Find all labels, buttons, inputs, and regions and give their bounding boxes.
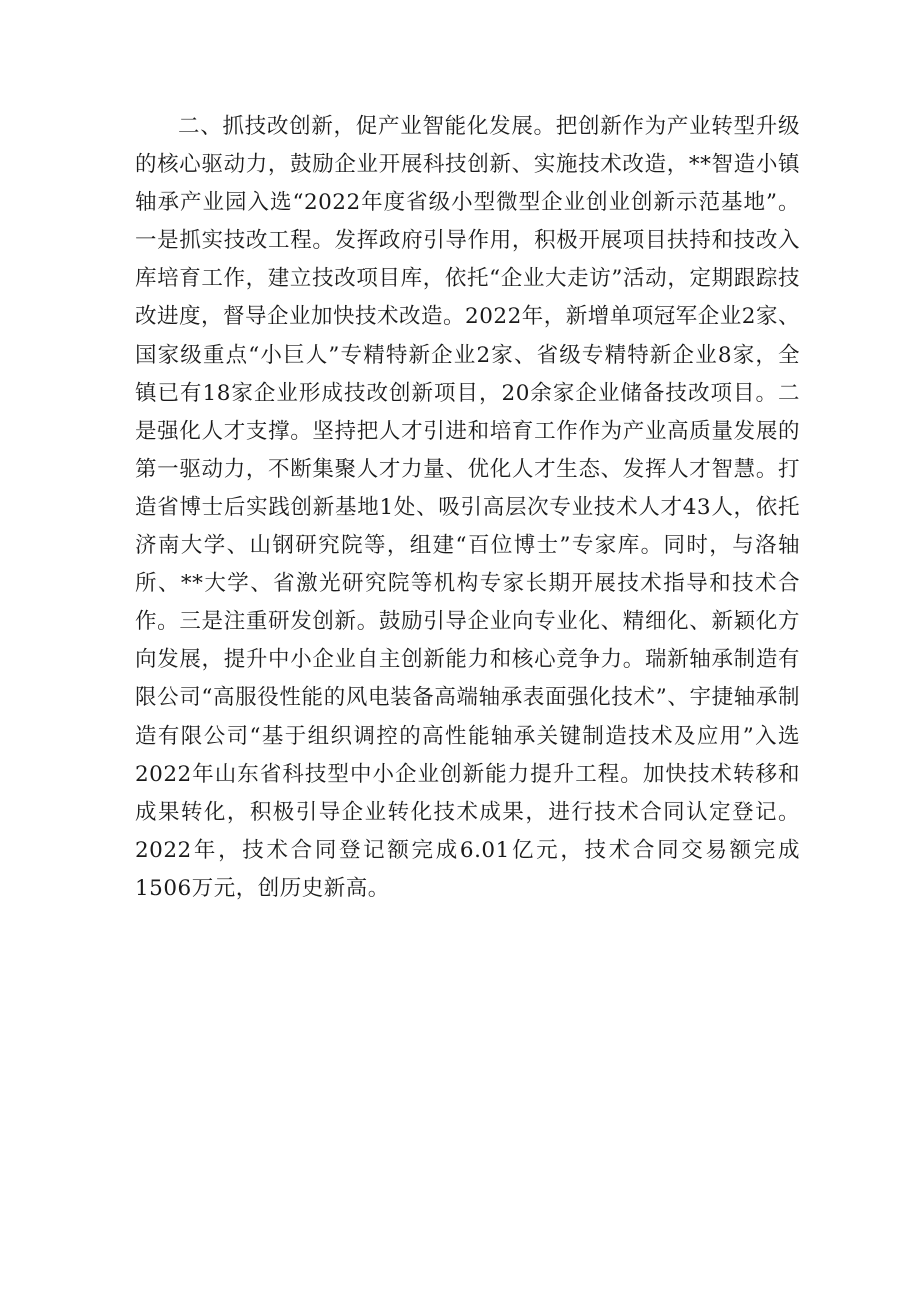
body-paragraph: 二、抓技改创新，促产业智能化发展。把创新作为产业转型升级的核心驱动力，鼓励企业开展科技创新、实施技术改造，**智造小镇轴承产业园入选“2022年度省级小型微型企业创业创新示范基地”。一是抓实技改工程。发挥政府引导作用，积极开展项目扶持和技改入库培育工作，建立技改项目库，依托“企业大走访”活动，定期跟踪技改进度，督导企业加快技术改造。2022年，新增单项冠军企业2家、国家级重点“小巨人”专精特新企业2家、省级专精特新企业8家，全镇已有18家企业形成技改创新项目，20余家企业储备技改项目。二是强化人才支撑。坚持把人才引进和培育工作作为产业高质量发展的第一驱动力，不断集聚人才力量、优化人才生态、发挥人才智慧。打造省博士后实践创新基地1处、吸引高层次专业技术人才43人，依托济南大学、山钢研究院等，组建“百位博士”专家库。同时，与洛轴所、**大学、省激光研究院等机构专家长期开展技术指导和技术合作。三是注重研发创新。鼓励引导企业向专业化、精细化、新颖化方向发展，提升中小企业自主创新能力和核心竞争力。瑞新轴承制造有限公司“高服役性能的风电装备高端轴承表面强化技术”、宇捷轴承制造有限公司“基于组织调控的高性能轴承关键制造技术及应用”入选2022年山东省科技型中小企业创新能力提升工程。加快技术转移和成果转化，积极引导企业转化技术成果，进行技术合同认定登记。2022年，技术合同登记额完成6.01亿元，技术合同交易额完成1506万元，创历史新高。 [135,114,800,901]
